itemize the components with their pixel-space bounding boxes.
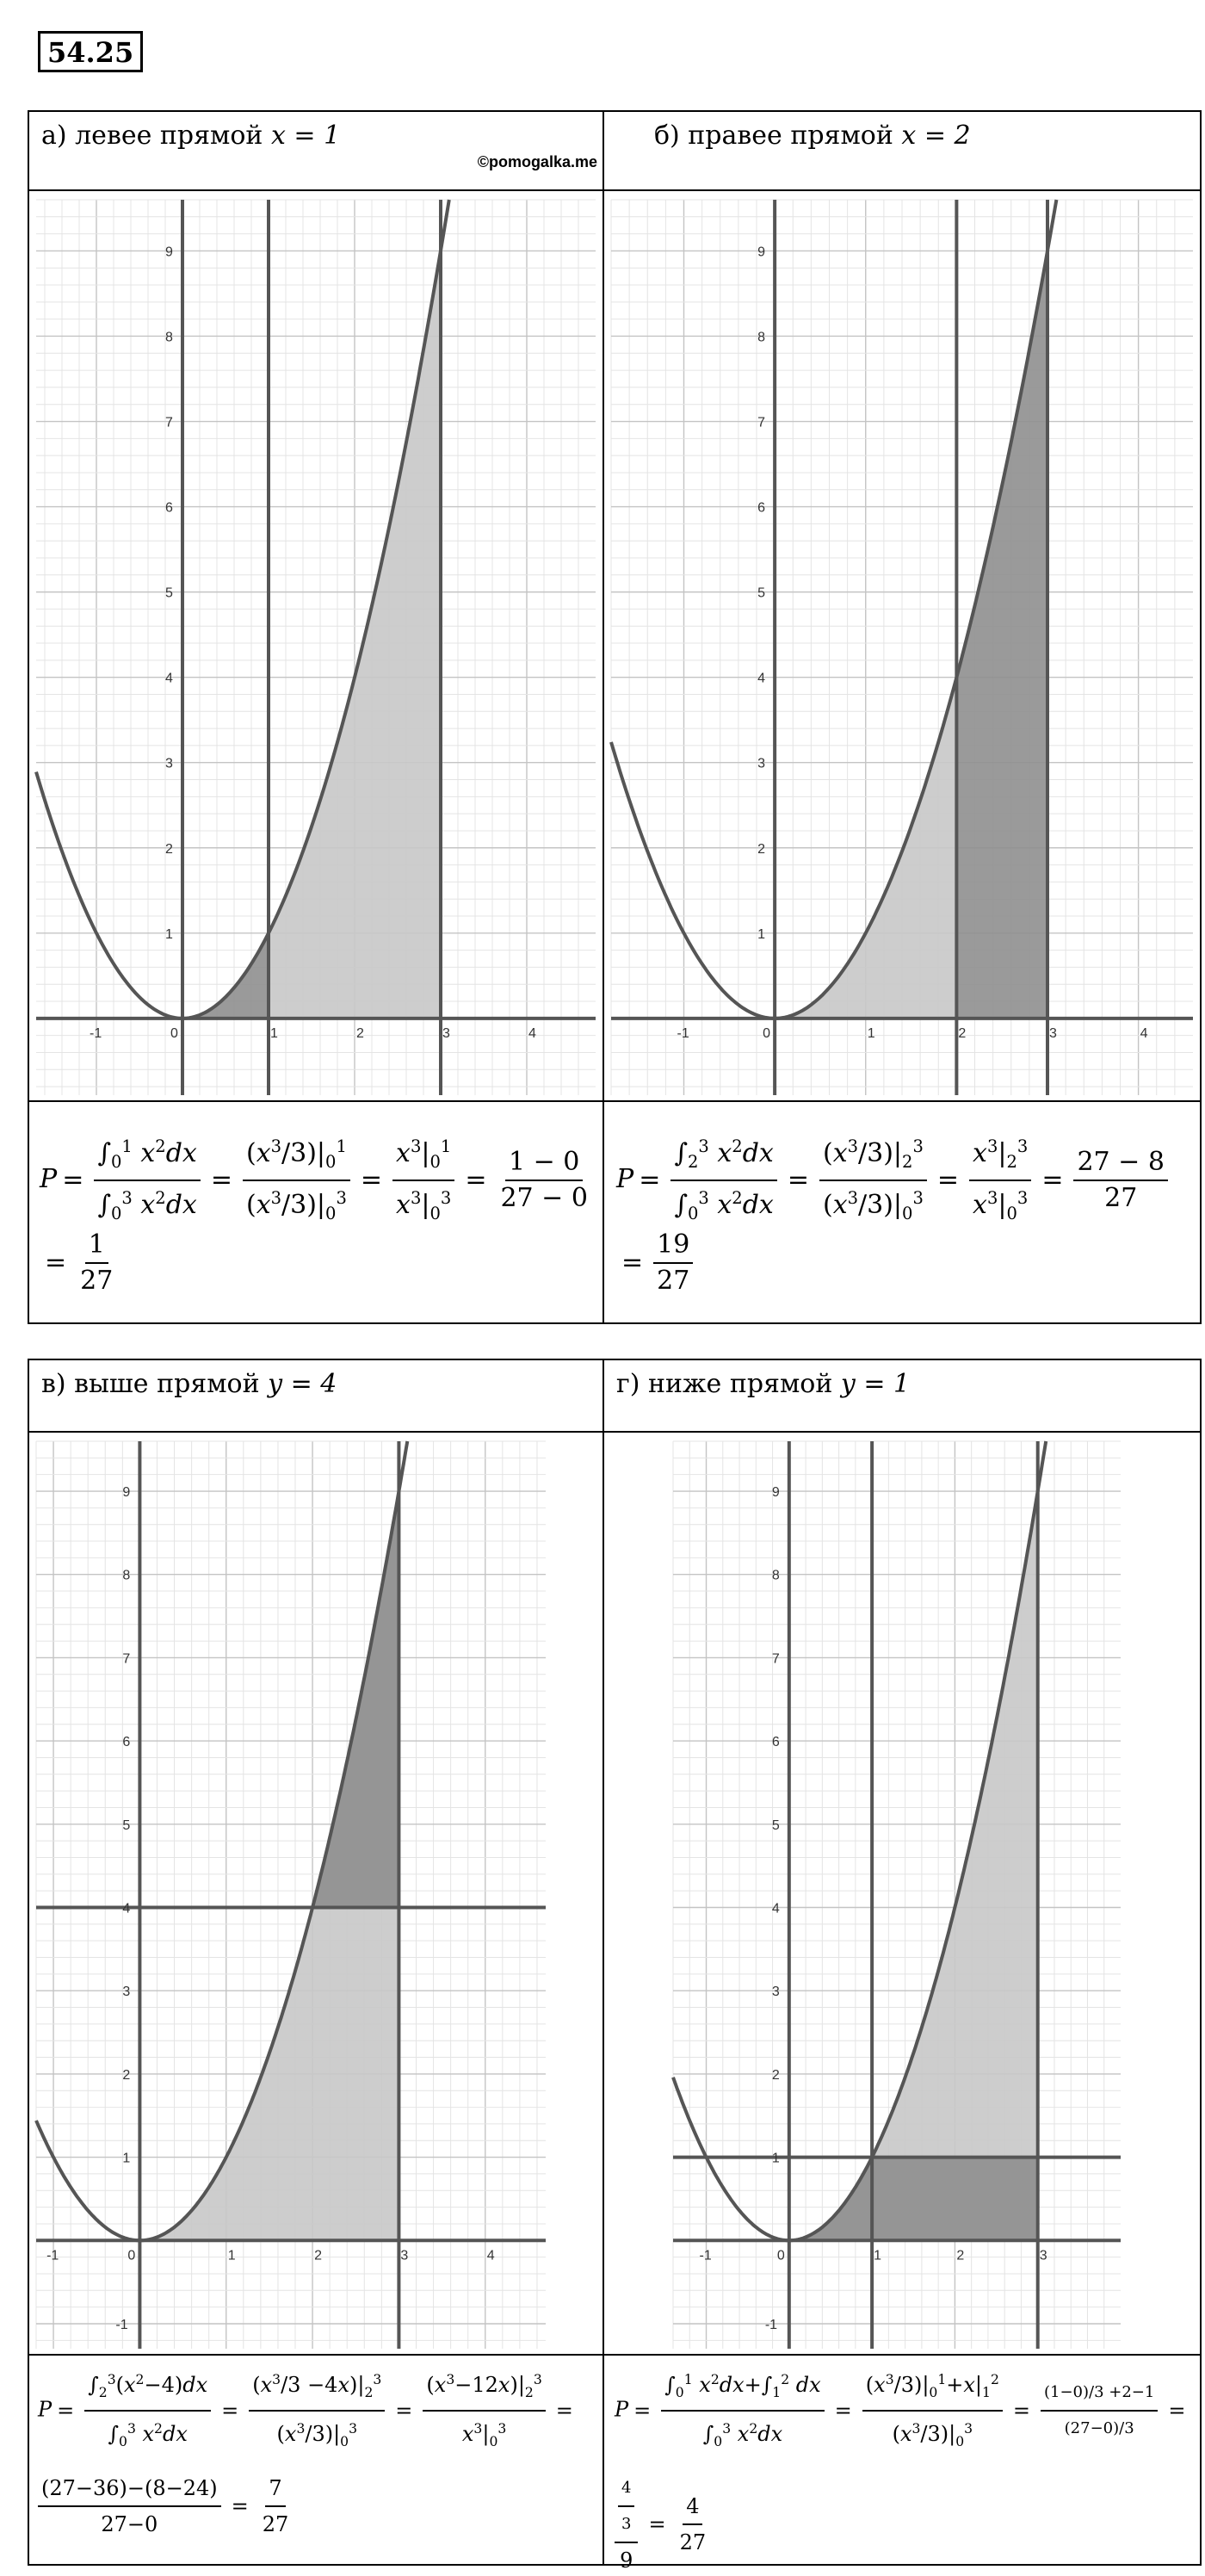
formula-g-pre-den: 9	[620, 2548, 633, 2573]
y-tick-label: 4	[165, 671, 173, 686]
shaded-region-light	[789, 1491, 1038, 2240]
y-tick-label: 7	[122, 1651, 131, 1667]
part-v-header	[28, 1359, 603, 1432]
formula-g: P = $\frac{\int_0^1 x^2dx+\int_1^2 dx}{\int_0^3 x^2dx}$ = $\frac{(x^3/3)|_0^1+x|_1^2}{(x^3/3)|_0^3}$ = $\frac{(1-0)/3 +2-1}{(27-0)/3}$ = $\frac{\frac{4}{3}}{9}$ = $\frac{4}{27}$	[615, 2364, 1190, 2576]
y-tick-label: 2	[165, 841, 173, 857]
x-tick-label: 2	[958, 1025, 967, 1041]
formula-v-line2-den: 27−0	[101, 2511, 158, 2536]
formula-v-line2: (27−36)−(8−24)	[38, 2473, 221, 2507]
y-tick-label: 2	[122, 2067, 131, 2083]
y-tick-label: 9	[757, 245, 766, 260]
y-tick-label: 2	[771, 2067, 780, 2083]
formula-v-result-den: 27	[262, 2511, 289, 2536]
bottom-table	[28, 1359, 1202, 2573]
y-tick-label: 8	[757, 330, 766, 345]
x-tick-label: 4	[486, 2248, 495, 2263]
y-tick-label: 6	[757, 500, 766, 516]
y-tick-label: 3	[122, 1985, 131, 2000]
x-tick-label: -1	[699, 2248, 712, 2263]
y-tick-label: 9	[771, 1485, 780, 1501]
y-tick-label: 3	[771, 1985, 780, 2000]
formula-b-mid-den: 27	[1104, 1183, 1138, 1213]
y-tick-label: 5	[757, 585, 766, 601]
shaded-region-dark	[789, 2158, 872, 2241]
formula-g-result-den: 27	[679, 2530, 707, 2554]
graph-a-cell	[28, 190, 603, 1101]
x-tick-label: 3	[1049, 1025, 1057, 1041]
shaded-region-dark	[182, 933, 269, 1019]
x-tick-label: 3	[400, 2248, 409, 2263]
x-tick-label: 2	[956, 2248, 965, 2263]
x-tick-label: -1	[677, 1025, 689, 1041]
y-tick-label: 5	[771, 1817, 780, 1833]
part-b-expr: x = 2	[901, 121, 971, 151]
problem-number: 54.25	[38, 31, 143, 72]
formula-b-cell	[603, 1101, 1201, 1323]
formula-a-result-num: 1	[85, 1229, 108, 1264]
shaded-region-dark	[312, 1491, 399, 1907]
y-tick-label: 3	[757, 756, 766, 771]
x-tick-label: 0	[170, 1025, 178, 1041]
formula-v-cell	[28, 2355, 603, 2565]
y-tick-label: 2	[757, 841, 766, 857]
part-a-label: а) левее прямой	[41, 121, 271, 151]
y-tick-label: 4	[757, 671, 766, 686]
x-tick-label: -1	[90, 1025, 102, 1041]
part-g-label: г) ниже прямой	[616, 1369, 841, 1399]
y-tick-label: 7	[165, 415, 173, 430]
x-tick-label: 0	[776, 2248, 785, 2263]
x-tick-label: 1	[227, 2248, 236, 2263]
part-b-label: б) правее прямой	[654, 121, 902, 151]
x-tick-label: 1	[874, 2248, 882, 2263]
y-tick-label: 3	[165, 756, 173, 771]
x-tick-label: 2	[356, 1025, 364, 1041]
formula-a-cell	[28, 1101, 603, 1323]
y-tick-label: 1	[122, 2151, 131, 2166]
x-tick-label: 0	[763, 1025, 771, 1041]
part-a-expr: x = 1	[270, 121, 341, 151]
formula-b-result-num: 19	[653, 1229, 693, 1264]
top-table	[28, 110, 1202, 1324]
y-tick-label: 9	[165, 245, 173, 260]
y-tick-label: 1	[771, 2151, 780, 2166]
x-tick-label: 1	[270, 1025, 278, 1041]
y-tick-label: 5	[122, 1817, 131, 1833]
formula-a-mid-den: 27 − 0	[500, 1183, 588, 1213]
formula-b-result-den: 27	[657, 1266, 690, 1296]
formula-g-cell	[603, 2355, 1201, 2573]
formula-v-result-num: 7	[265, 2473, 285, 2507]
y-tick-label: 8	[122, 1568, 131, 1583]
formula-b: P = $\frac{\int_2^3 x^2dx}{\int_0^3 x^2dx}$ = $\frac{(x^3/3)|_2^3}{(x^3/3)|_0^3}$ = $\frac{x^3|_2^3}{x^3|_0^3}$ = $\frac{27 - 8}{27}$ = $\frac{19}{27}$	[616, 1131, 1200, 1297]
chart-b	[604, 191, 1200, 1100]
x-tick-label: -1	[46, 2248, 59, 2263]
formula-g-pre-pre-den: 3	[621, 2514, 632, 2533]
y-tick-label: 7	[757, 415, 766, 430]
formula-g-result-num: 4	[683, 2491, 702, 2525]
graph-v-cell	[28, 1432, 603, 2355]
part-g-header	[603, 1359, 1201, 1432]
y-tick-label: -1	[115, 2317, 128, 2332]
part-g-expr: y = 1	[840, 1369, 911, 1399]
y-tick-label: 8	[771, 1568, 780, 1583]
x-tick-label: 0	[127, 2248, 136, 2263]
x-tick-label: 4	[1140, 1025, 1148, 1041]
formula-a: P = $\frac{\int_0^1 x^2dx}{\int_0^3 x^2dx}$ = $\frac{(x^3/3)|_0^1}{(x^3/3)|_0^3}$ = $\frac{x^3|_0^1}{x^3|_0^3}$ = $\frac{1 - 0}{27 - 0}$ = $\frac{1}{27}$	[40, 1131, 602, 1297]
part-b-header	[603, 111, 1201, 190]
y-tick-label: 5	[165, 585, 173, 601]
part-v-expr: y = 4	[268, 1369, 337, 1399]
watermark: ©pomogalka.me	[477, 153, 597, 170]
y-tick-label: 6	[165, 500, 173, 516]
y-tick-label: 4	[122, 1901, 131, 1917]
formula-v: P = $\frac{\int_2^3(x^2-4)dx}{\int_0^3 x^2dx}$ = $\frac{(x^3/3 -4x)|_2^3}{(x^3/3)|_0^3}$ = $\frac{(x^3-12x)|_2^3}{x^3|_0^3}$ = $\frac{(27-36)-(8-24)}{27-0}$ = $\frac{7}{27}$	[38, 2364, 578, 2540]
y-tick-label: 8	[165, 330, 173, 345]
formula-b-mid-num: 27 − 8	[1073, 1147, 1167, 1181]
y-tick-label: 6	[771, 1735, 780, 1750]
y-tick-label: 9	[122, 1485, 131, 1501]
shaded-region-dark	[956, 251, 1047, 1018]
part-v-label: в) выше прямой	[41, 1369, 269, 1399]
x-tick-label: 4	[528, 1025, 536, 1041]
formula-a-mid-num: 1 − 0	[505, 1147, 583, 1181]
y-tick-label: 1	[165, 926, 173, 942]
graph-g-cell	[603, 1432, 1201, 2355]
chart-g	[604, 1433, 1200, 2354]
formula-g-pre-num: 4	[618, 2473, 634, 2507]
y-tick-label: -1	[764, 2317, 778, 2332]
x-tick-label: 3	[1039, 2248, 1047, 2263]
y-tick-label: 4	[771, 1901, 780, 1917]
x-tick-label: 3	[442, 1025, 450, 1041]
x-tick-label: 1	[867, 1025, 875, 1041]
y-tick-label: 7	[771, 1651, 780, 1667]
x-tick-label: 2	[314, 2248, 322, 2263]
shaded-region-dark	[872, 2158, 1038, 2241]
chart-a	[29, 191, 602, 1100]
part-a-header	[28, 111, 603, 190]
y-tick-label: 1	[757, 926, 766, 942]
formula-a-result-den: 27	[80, 1266, 114, 1296]
graph-b-cell	[603, 190, 1201, 1101]
y-tick-label: 6	[122, 1735, 131, 1750]
chart-v	[29, 1433, 602, 2354]
